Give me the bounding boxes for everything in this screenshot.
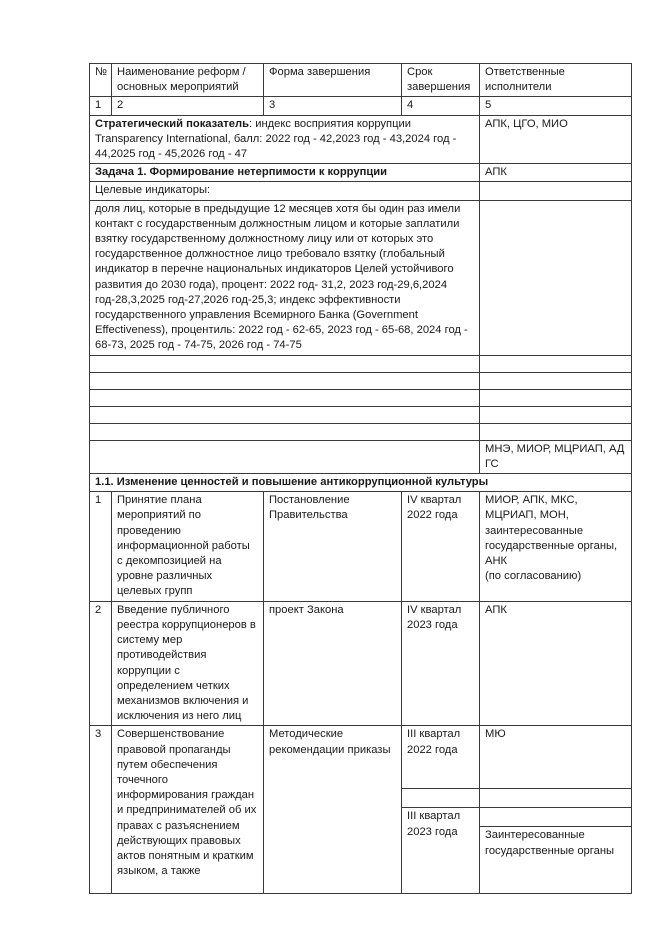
section-1-1-row xyxy=(90,474,632,492)
measure-1-form: Постановление Правительства xyxy=(264,492,402,601)
empty-cell xyxy=(402,789,479,808)
target-indicators-row xyxy=(90,182,632,200)
measure-3-name: Совершенствование правовой пропаганды путем обеспечения точечного информирования граждан и предпринимателей об их правах с разъяснением действующих правовых актов понятным и кратким языком, а также xyxy=(112,726,264,894)
target-indicators-label: Целевые индикаторы: xyxy=(90,182,480,200)
measure-3-deadline xyxy=(402,726,480,894)
measure-3-no: 3 xyxy=(90,726,112,894)
colnum-4: 4 xyxy=(402,97,480,115)
blank-row xyxy=(90,406,632,423)
header-row xyxy=(90,64,632,97)
task-1-responsible: АПК xyxy=(480,164,632,182)
measure-3-deadline-b: III квартал 2023 года xyxy=(407,810,461,838)
strategic-indicator-cell xyxy=(90,115,480,164)
empty-cell xyxy=(480,406,632,423)
agencies-row xyxy=(90,440,632,473)
agencies-responsible: МНЭ, МИОР, МЦРИАП, АД ГС xyxy=(480,440,632,473)
header-form: Форма завершения xyxy=(264,64,402,97)
measure-2-form: проект Закона xyxy=(264,601,402,726)
blank-row xyxy=(90,372,632,389)
measure-2-responsible: АПК xyxy=(480,601,632,726)
empty-cell xyxy=(480,789,631,808)
blank-row xyxy=(90,389,632,406)
measure-3-responsible-a: МЮ xyxy=(480,726,631,789)
measure-row-2 xyxy=(90,601,632,726)
empty-cell xyxy=(90,389,480,406)
measure-1-note: (по согласованию) xyxy=(485,570,582,583)
empty-cell xyxy=(90,355,480,372)
measure-3-responsible-split xyxy=(480,726,631,869)
measure-row-1 xyxy=(90,492,632,601)
empty-cell xyxy=(90,406,480,423)
measure-1-responsible xyxy=(480,492,632,601)
measure-row-3 xyxy=(90,726,632,894)
strategic-indicator-text: : индекс восприятия коррупции Transparency International, балл: 2022 год - 42,2023 год - 43,2024 год - 44,2025 год - 45,2026 год - 47 xyxy=(95,117,457,161)
strategic-indicator-label: Стратегический показатель xyxy=(95,117,249,130)
task-1-row xyxy=(90,164,632,182)
empty-cell xyxy=(90,372,480,389)
header-deadline: Срок завершения xyxy=(402,64,480,97)
empty-cell xyxy=(90,423,480,440)
empty-cell xyxy=(480,808,631,827)
strategic-responsible: АПК, ЦГО, МИО xyxy=(480,115,632,164)
measure-3-deadline-a: III квартал 2022 года xyxy=(402,726,479,789)
empty-cell xyxy=(480,372,632,389)
colnum-1: 1 xyxy=(90,97,112,115)
column-numbers-row xyxy=(90,97,632,115)
measure-1-responsible-text: МИОР, АПК, МКС, МЦРИАП, МОН, заинтересованные государственные органы, АНК xyxy=(485,494,618,568)
blank-row xyxy=(90,423,632,440)
measure-1-deadline: IV квартал 2022 года xyxy=(402,492,480,601)
empty-cell xyxy=(480,423,632,440)
measure-2-no: 2 xyxy=(90,601,112,726)
measure-1-no: 1 xyxy=(90,492,112,601)
measure-3-deadline-split xyxy=(402,726,479,870)
task-1-title: Задача 1. Формирование нетерпимости к коррупции xyxy=(90,164,480,182)
header-no: № xyxy=(90,64,112,97)
strategic-indicator-row xyxy=(90,115,632,164)
indicator-text-row xyxy=(90,200,632,355)
measure-2-name: Введение публичного реестра коррупционеров в систему мер противодействия коррупции с определением четких механизмов включения и исключения из него лиц xyxy=(112,601,264,726)
indicator-text: доля лиц, которые в предыдущие 12 месяцев хотя бы один раз имели контакт с государственным должностным лицом и которые заплатили взятку государственному должностному лицу или от которых это государственное должностное лицо требовало взятку (глобальный индикатор в перечне национальных индикаторов Целей устойчивого развития до 2030 года), процент: 2022 год- 31,2, 2023 год-29,6,2024 год-28,3,2025 год-27,2026 год-25,3; индекс эффективности государственного управления Всемирного Банка (Government Effectiveness), процентиль: 2022 год - 62-65, 2023 год - 65-68, 2024 год - 68-73, 2025 год - 74-75, 2026 год - 74-75 xyxy=(90,200,480,355)
header-responsible: Ответственные исполнители xyxy=(480,64,632,97)
colnum-3: 3 xyxy=(264,97,402,115)
measure-3-responsible-b: Заинтересованные государственные органы xyxy=(485,829,615,857)
measure-1-name: Принятие плана мероприятий по проведению информационной работы с декомпозицией на уровне различных целевых групп xyxy=(112,492,264,601)
measure-3-form: Методические рекомендации приказы xyxy=(264,726,402,894)
header-name: Наименование реформ / основных мероприятий xyxy=(112,64,264,97)
section-1-1-title: 1.1. Изменение ценностей и повышение антикоррупционной культуры xyxy=(90,474,632,492)
blank-row xyxy=(90,355,632,372)
colnum-2: 2 xyxy=(112,97,264,115)
measure-2-deadline: IV квартал 2023 года xyxy=(402,601,480,726)
empty-cell xyxy=(480,182,632,200)
reform-plan-table xyxy=(89,63,632,894)
empty-cell xyxy=(90,440,480,473)
measure-3-responsible xyxy=(480,726,632,894)
empty-cell xyxy=(480,389,632,406)
empty-cell xyxy=(480,355,632,372)
colnum-5: 5 xyxy=(480,97,632,115)
empty-cell xyxy=(480,200,632,355)
